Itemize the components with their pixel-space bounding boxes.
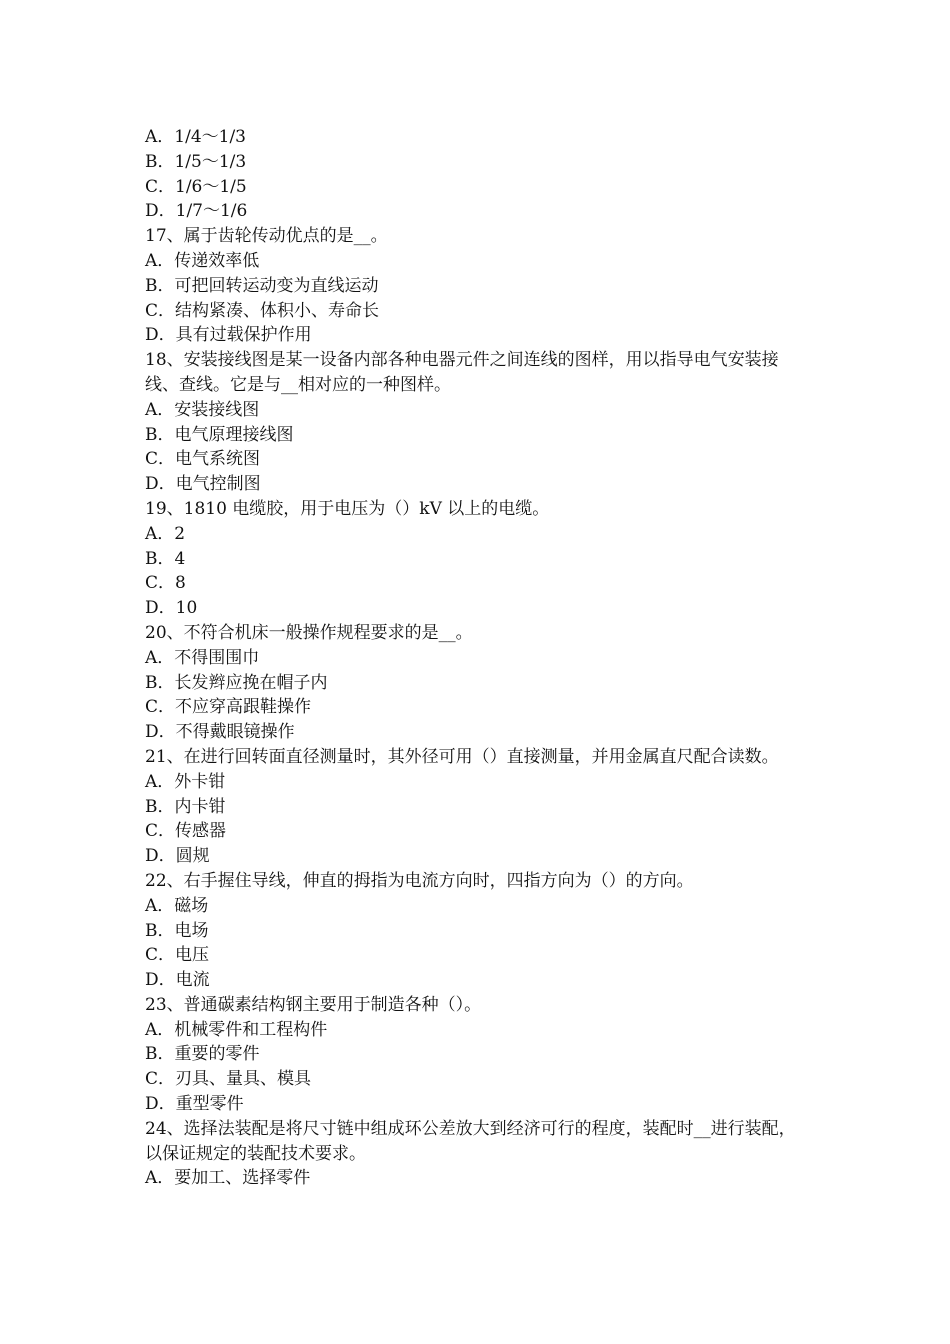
- question-21: 21、在进行回转面直径测量时，其外径可用（）直接测量，并用金属直尺配合读数。: [145, 746, 779, 767]
- option-line: D．重型零件: [145, 1094, 244, 1115]
- option-line: A．机械零件和工程构件: [145, 1019, 328, 1040]
- option-line: A．传递效率低: [145, 250, 260, 271]
- option-line: D．1/7～1/6: [145, 201, 248, 222]
- option-line: C．电压: [145, 945, 210, 966]
- option-line: A．2: [145, 523, 186, 544]
- option-line: D．不得戴眼镜操作: [145, 722, 295, 743]
- option-line: C．结构紧凑、体积小、寿命长: [145, 300, 380, 321]
- option-line: B．长发辫应挽在帽子内: [145, 672, 328, 693]
- option-line: D．电流: [145, 970, 210, 991]
- option-line: B．可把回转运动变为直线运动: [145, 275, 379, 296]
- question-23: 23、普通碳素结构钢主要用于制造各种（）。: [145, 994, 482, 1015]
- question-22: 22、右手握住导线，伸直的拇指为电流方向时，四指方向为（）的方向。: [145, 870, 694, 891]
- question-20: 20、不符合机床一般操作规程要求的是__。: [145, 622, 473, 643]
- question-17: 17、属于齿轮传动优点的是__。: [145, 226, 388, 247]
- option-line: B．电气原理接线图: [145, 424, 294, 445]
- option-line: B．电场: [145, 920, 209, 941]
- question-24: 24、选择法装配是将尺寸链中组成环公差放大到经济可行的程度，装配时__进行装配，以保证规定的装配技术要求。: [145, 1118, 796, 1164]
- option-line: A．安装接线图: [145, 399, 260, 420]
- option-line: D．具有过载保护作用: [145, 325, 312, 346]
- document-body: [145, 125, 810, 1191]
- option-line: C．不应穿高跟鞋操作: [145, 697, 312, 718]
- option-line: B．内卡钳: [145, 796, 226, 817]
- option-line: D．电气控制图: [145, 474, 261, 495]
- option-line: C．传感器: [145, 821, 227, 842]
- option-line: A．要加工、选择零件: [145, 1168, 311, 1189]
- option-line: B．重要的零件: [145, 1044, 260, 1065]
- option-line: D．10: [145, 598, 198, 619]
- question-19: 19、1810 电缆胶，用于电压为（）kV 以上的电缆。: [145, 498, 550, 519]
- option-line: A．外卡钳: [145, 771, 226, 792]
- option-line: D．圆规: [145, 846, 210, 867]
- option-line: A．不得围围巾: [145, 647, 260, 668]
- option-line: A．磁场: [145, 895, 209, 916]
- option-line: B．1/5～1/3: [145, 151, 247, 172]
- option-line: C．1/6～1/5: [145, 176, 247, 197]
- option-line: C．电气系统图: [145, 449, 261, 470]
- option-line: B．4: [145, 548, 186, 569]
- option-line: C．刃具、量具、模具: [145, 1069, 312, 1090]
- option-line: A．1/4～1/3: [145, 127, 246, 147]
- question-18: 18、安装接线图是某一设备内部各种电器元件之间连线的图样，用以指导电气安装接线、查线。它是与__相对应的一种图样。: [145, 350, 779, 395]
- option-line: C．8: [145, 573, 186, 594]
